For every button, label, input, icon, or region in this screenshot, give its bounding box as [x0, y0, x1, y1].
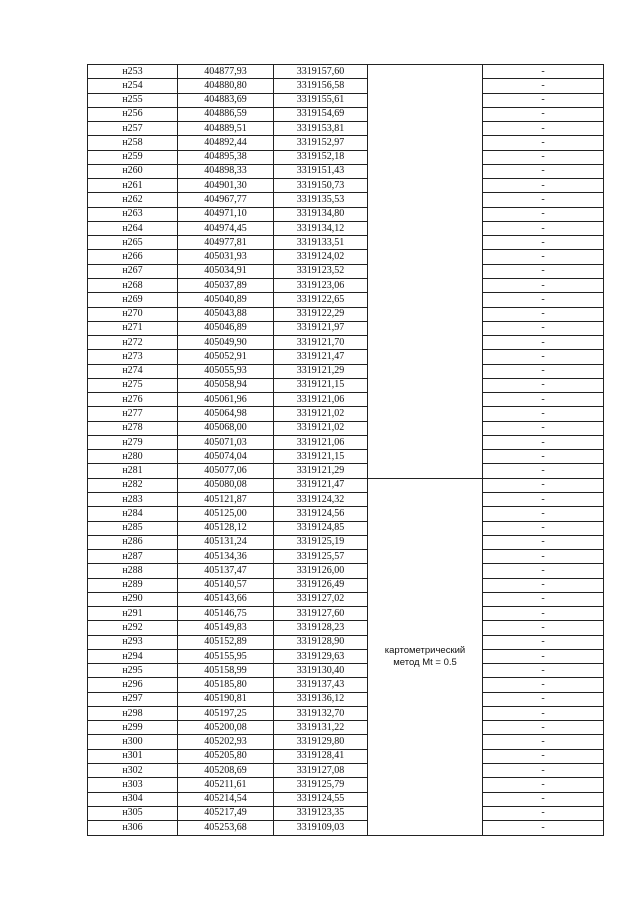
point-name-cell: н287: [88, 550, 178, 564]
x-coordinate-cell: 405071,03: [178, 435, 274, 449]
y-coordinate-cell: 3319125,79: [274, 778, 368, 792]
table-row: [88, 321, 604, 335]
note-cell: -: [483, 278, 604, 292]
table-row: [88, 421, 604, 435]
y-coordinate-cell: 3319124,56: [274, 507, 368, 521]
y-coordinate-cell: 3319121,47: [274, 478, 368, 492]
point-name-cell: н300: [88, 735, 178, 749]
x-coordinate-cell: 404883,69: [178, 93, 274, 107]
table-row: [88, 236, 604, 250]
y-coordinate-cell: 3319127,60: [274, 607, 368, 621]
point-name-cell: н288: [88, 564, 178, 578]
point-name-cell: н293: [88, 635, 178, 649]
note-cell: -: [483, 107, 604, 121]
note-cell: -: [483, 336, 604, 350]
x-coordinate-cell: 405217,49: [178, 806, 274, 820]
table-row: [88, 464, 604, 478]
point-name-cell: н265: [88, 236, 178, 250]
table-row: [88, 764, 604, 778]
x-coordinate-cell: 405040,89: [178, 293, 274, 307]
table-row: [88, 164, 604, 178]
x-coordinate-cell: 404889,51: [178, 122, 274, 136]
note-cell: -: [483, 307, 604, 321]
y-coordinate-cell: 3319109,03: [274, 821, 368, 836]
note-cell: -: [483, 93, 604, 107]
note-cell: -: [483, 806, 604, 820]
note-cell: -: [483, 293, 604, 307]
x-coordinate-cell: 405128,12: [178, 521, 274, 535]
x-coordinate-cell: 405080,08: [178, 478, 274, 492]
point-name-cell: н281: [88, 464, 178, 478]
table-row: [88, 264, 604, 278]
note-cell: -: [483, 179, 604, 193]
note-cell: -: [483, 692, 604, 706]
x-coordinate-cell: 404967,77: [178, 193, 274, 207]
table-row: [88, 564, 604, 578]
point-name-cell: н285: [88, 521, 178, 535]
x-coordinate-cell: 405031,93: [178, 250, 274, 264]
table-row: [88, 806, 604, 820]
x-coordinate-cell: 404901,30: [178, 179, 274, 193]
note-cell: -: [483, 778, 604, 792]
table-row: [88, 749, 604, 763]
note-cell: -: [483, 592, 604, 606]
note-cell: -: [483, 378, 604, 392]
point-name-cell: н304: [88, 792, 178, 806]
note-cell: -: [483, 564, 604, 578]
table-row: [88, 621, 604, 635]
point-name-cell: н273: [88, 350, 178, 364]
table-row: [88, 307, 604, 321]
table-row: [88, 336, 604, 350]
note-cell: -: [483, 79, 604, 93]
y-coordinate-cell: 3319121,15: [274, 378, 368, 392]
x-coordinate-cell: 405208,69: [178, 764, 274, 778]
x-coordinate-cell: 405046,89: [178, 321, 274, 335]
table-row: [88, 507, 604, 521]
note-cell: -: [483, 393, 604, 407]
table-row: [88, 478, 604, 492]
table-row: [88, 65, 604, 79]
y-coordinate-cell: 3319127,08: [274, 764, 368, 778]
table-row: [88, 607, 604, 621]
y-coordinate-cell: 3319121,29: [274, 464, 368, 478]
x-coordinate-cell: 405146,75: [178, 607, 274, 621]
note-cell: -: [483, 65, 604, 79]
y-coordinate-cell: 3319128,41: [274, 749, 368, 763]
note-cell: -: [483, 749, 604, 763]
y-coordinate-cell: 3319122,29: [274, 307, 368, 321]
table-row: [88, 521, 604, 535]
method-cell-lower: картометрический метод Mt = 0.5: [368, 478, 483, 835]
y-coordinate-cell: 3319131,22: [274, 721, 368, 735]
x-coordinate-cell: 405152,89: [178, 635, 274, 649]
point-name-cell: н299: [88, 721, 178, 735]
point-name-cell: н257: [88, 122, 178, 136]
x-coordinate-cell: 405074,04: [178, 450, 274, 464]
x-coordinate-cell: 404877,93: [178, 65, 274, 79]
table-row: [88, 150, 604, 164]
x-coordinate-cell: 405158,99: [178, 664, 274, 678]
x-coordinate-cell: 405058,94: [178, 378, 274, 392]
y-coordinate-cell: 3319121,47: [274, 350, 368, 364]
y-coordinate-cell: 3319132,70: [274, 706, 368, 720]
x-coordinate-cell: 404898,33: [178, 164, 274, 178]
y-coordinate-cell: 3319122,65: [274, 293, 368, 307]
x-coordinate-cell: 404971,10: [178, 207, 274, 221]
point-name-cell: н267: [88, 264, 178, 278]
table-row: [88, 79, 604, 93]
x-coordinate-cell: 405253,68: [178, 821, 274, 836]
note-cell: -: [483, 321, 604, 335]
note-cell: -: [483, 706, 604, 720]
point-name-cell: н290: [88, 592, 178, 606]
point-name-cell: н261: [88, 179, 178, 193]
y-coordinate-cell: 3319124,02: [274, 250, 368, 264]
point-name-cell: н286: [88, 535, 178, 549]
point-name-cell: н291: [88, 607, 178, 621]
point-name-cell: н294: [88, 649, 178, 663]
point-name-cell: н255: [88, 93, 178, 107]
note-cell: -: [483, 735, 604, 749]
y-coordinate-cell: 3319152,97: [274, 136, 368, 150]
table-row: [88, 393, 604, 407]
table-row: [88, 107, 604, 121]
table-row: [88, 136, 604, 150]
x-coordinate-cell: 405055,93: [178, 364, 274, 378]
x-coordinate-cell: 405064,98: [178, 407, 274, 421]
point-name-cell: н292: [88, 621, 178, 635]
table-row: [88, 635, 604, 649]
y-coordinate-cell: 3319152,18: [274, 150, 368, 164]
x-coordinate-cell: 405137,47: [178, 564, 274, 578]
y-coordinate-cell: 3319150,73: [274, 179, 368, 193]
y-coordinate-cell: 3319156,58: [274, 79, 368, 93]
x-coordinate-cell: 405052,91: [178, 350, 274, 364]
point-name-cell: н303: [88, 778, 178, 792]
table-row: [88, 435, 604, 449]
table-row: [88, 535, 604, 549]
table-row: [88, 350, 604, 364]
x-coordinate-cell: 405077,06: [178, 464, 274, 478]
note-cell: -: [483, 364, 604, 378]
table-row: [88, 692, 604, 706]
y-coordinate-cell: 3319153,81: [274, 122, 368, 136]
x-coordinate-cell: 405131,24: [178, 535, 274, 549]
note-cell: -: [483, 421, 604, 435]
x-coordinate-cell: 405043,88: [178, 307, 274, 321]
table-row: [88, 664, 604, 678]
note-cell: -: [483, 678, 604, 692]
point-name-cell: н283: [88, 492, 178, 506]
y-coordinate-cell: 3319130,40: [274, 664, 368, 678]
table-row: [88, 592, 604, 606]
point-name-cell: н280: [88, 450, 178, 464]
y-coordinate-cell: 3319127,02: [274, 592, 368, 606]
note-cell: -: [483, 464, 604, 478]
note-cell: -: [483, 535, 604, 549]
note-cell: -: [483, 122, 604, 136]
point-name-cell: н298: [88, 706, 178, 720]
y-coordinate-cell: 3319121,70: [274, 336, 368, 350]
note-cell: -: [483, 578, 604, 592]
point-name-cell: н302: [88, 764, 178, 778]
note-cell: -: [483, 478, 604, 492]
y-coordinate-cell: 3319124,55: [274, 792, 368, 806]
table-row: [88, 735, 604, 749]
note-cell: -: [483, 821, 604, 836]
y-coordinate-cell: 3319128,90: [274, 635, 368, 649]
note-cell: -: [483, 164, 604, 178]
table-row: [88, 649, 604, 663]
note-cell: -: [483, 193, 604, 207]
note-cell: -: [483, 649, 604, 663]
x-coordinate-cell: 405143,66: [178, 592, 274, 606]
point-name-cell: н270: [88, 307, 178, 321]
table-row: [88, 179, 604, 193]
note-cell: -: [483, 264, 604, 278]
table-row: [88, 250, 604, 264]
table-row: [88, 278, 604, 292]
x-coordinate-cell: 404977,81: [178, 236, 274, 250]
note-cell: -: [483, 207, 604, 221]
x-coordinate-cell: 405134,36: [178, 550, 274, 564]
note-cell: -: [483, 150, 604, 164]
x-coordinate-cell: 405061,96: [178, 393, 274, 407]
x-coordinate-cell: 405034,91: [178, 264, 274, 278]
table-row: [88, 378, 604, 392]
y-coordinate-cell: 3319121,02: [274, 407, 368, 421]
y-coordinate-cell: 3319124,32: [274, 492, 368, 506]
point-name-cell: н282: [88, 478, 178, 492]
table-row: [88, 492, 604, 506]
point-name-cell: н256: [88, 107, 178, 121]
y-coordinate-cell: 3319128,23: [274, 621, 368, 635]
x-coordinate-cell: 405202,93: [178, 735, 274, 749]
x-coordinate-cell: 405197,25: [178, 706, 274, 720]
coordinates-table-body: [88, 65, 604, 836]
x-coordinate-cell: 404880,80: [178, 79, 274, 93]
y-coordinate-cell: 3319125,19: [274, 535, 368, 549]
table-row: [88, 578, 604, 592]
y-coordinate-cell: 3319121,29: [274, 364, 368, 378]
y-coordinate-cell: 3319134,12: [274, 221, 368, 235]
y-coordinate-cell: 3319121,06: [274, 435, 368, 449]
point-name-cell: н284: [88, 507, 178, 521]
y-coordinate-cell: 3319126,49: [274, 578, 368, 592]
x-coordinate-cell: 405068,00: [178, 421, 274, 435]
table-row: [88, 721, 604, 735]
note-cell: -: [483, 764, 604, 778]
note-cell: -: [483, 407, 604, 421]
point-name-cell: н295: [88, 664, 178, 678]
table-row: [88, 407, 604, 421]
note-cell: -: [483, 250, 604, 264]
point-name-cell: н275: [88, 378, 178, 392]
point-name-cell: н306: [88, 821, 178, 836]
x-coordinate-cell: 404886,59: [178, 107, 274, 121]
table-row: [88, 364, 604, 378]
y-coordinate-cell: 3319129,63: [274, 649, 368, 663]
y-coordinate-cell: 3319123,06: [274, 278, 368, 292]
point-name-cell: н297: [88, 692, 178, 706]
x-coordinate-cell: 405214,54: [178, 792, 274, 806]
table-row: [88, 122, 604, 136]
coordinates-table: [87, 64, 604, 836]
note-cell: -: [483, 664, 604, 678]
point-name-cell: н254: [88, 79, 178, 93]
point-name-cell: н301: [88, 749, 178, 763]
x-coordinate-cell: 404974,45: [178, 221, 274, 235]
point-name-cell: н253: [88, 65, 178, 79]
point-name-cell: н263: [88, 207, 178, 221]
y-coordinate-cell: 3319123,35: [274, 806, 368, 820]
point-name-cell: н264: [88, 221, 178, 235]
point-name-cell: н258: [88, 136, 178, 150]
table-row: [88, 293, 604, 307]
y-coordinate-cell: 3319157,60: [274, 65, 368, 79]
note-cell: -: [483, 550, 604, 564]
y-coordinate-cell: 3319121,06: [274, 393, 368, 407]
table-row: [88, 450, 604, 464]
note-cell: -: [483, 350, 604, 364]
point-name-cell: н305: [88, 806, 178, 820]
x-coordinate-cell: 405205,80: [178, 749, 274, 763]
y-coordinate-cell: 3319121,02: [274, 421, 368, 435]
point-name-cell: н266: [88, 250, 178, 264]
method-cell-upper: [368, 65, 483, 479]
table-row: [88, 93, 604, 107]
y-coordinate-cell: 3319136,12: [274, 692, 368, 706]
point-name-cell: н278: [88, 421, 178, 435]
table-row: [88, 706, 604, 720]
point-name-cell: н276: [88, 393, 178, 407]
x-coordinate-cell: 405185,80: [178, 678, 274, 692]
note-cell: -: [483, 521, 604, 535]
note-cell: -: [483, 450, 604, 464]
table-row: [88, 207, 604, 221]
y-coordinate-cell: 3319125,57: [274, 550, 368, 564]
y-coordinate-cell: 3319155,61: [274, 93, 368, 107]
x-coordinate-cell: 405155,95: [178, 649, 274, 663]
x-coordinate-cell: 404892,44: [178, 136, 274, 150]
x-coordinate-cell: 405125,00: [178, 507, 274, 521]
point-name-cell: н279: [88, 435, 178, 449]
point-name-cell: н272: [88, 336, 178, 350]
table-row: [88, 821, 604, 836]
x-coordinate-cell: 405121,87: [178, 492, 274, 506]
y-coordinate-cell: 3319151,43: [274, 164, 368, 178]
note-cell: -: [483, 507, 604, 521]
table-row: [88, 193, 604, 207]
table-row: [88, 221, 604, 235]
point-name-cell: н262: [88, 193, 178, 207]
note-cell: -: [483, 792, 604, 806]
note-cell: -: [483, 621, 604, 635]
table-row: [88, 550, 604, 564]
point-name-cell: н269: [88, 293, 178, 307]
y-coordinate-cell: 3319126,00: [274, 564, 368, 578]
point-name-cell: н289: [88, 578, 178, 592]
y-coordinate-cell: 3319123,52: [274, 264, 368, 278]
x-coordinate-cell: 405190,81: [178, 692, 274, 706]
y-coordinate-cell: 3319129,80: [274, 735, 368, 749]
point-name-cell: н277: [88, 407, 178, 421]
y-coordinate-cell: 3319133,51: [274, 236, 368, 250]
point-name-cell: н259: [88, 150, 178, 164]
note-cell: -: [483, 221, 604, 235]
point-name-cell: н296: [88, 678, 178, 692]
x-coordinate-cell: 405049,90: [178, 336, 274, 350]
y-coordinate-cell: 3319154,69: [274, 107, 368, 121]
note-cell: -: [483, 607, 604, 621]
table-row: [88, 678, 604, 692]
x-coordinate-cell: 405211,61: [178, 778, 274, 792]
note-cell: -: [483, 136, 604, 150]
x-coordinate-cell: 404895,38: [178, 150, 274, 164]
x-coordinate-cell: 405037,89: [178, 278, 274, 292]
note-cell: -: [483, 435, 604, 449]
note-cell: -: [483, 236, 604, 250]
x-coordinate-cell: 405200,08: [178, 721, 274, 735]
note-cell: -: [483, 492, 604, 506]
x-coordinate-cell: 405149,83: [178, 621, 274, 635]
y-coordinate-cell: 3319137,43: [274, 678, 368, 692]
y-coordinate-cell: 3319121,15: [274, 450, 368, 464]
note-cell: -: [483, 721, 604, 735]
y-coordinate-cell: 3319135,53: [274, 193, 368, 207]
point-name-cell: н274: [88, 364, 178, 378]
point-name-cell: н268: [88, 278, 178, 292]
x-coordinate-cell: 405140,57: [178, 578, 274, 592]
point-name-cell: н260: [88, 164, 178, 178]
y-coordinate-cell: 3319121,97: [274, 321, 368, 335]
table-row: [88, 778, 604, 792]
note-cell: -: [483, 635, 604, 649]
y-coordinate-cell: 3319124,85: [274, 521, 368, 535]
table-row: [88, 792, 604, 806]
point-name-cell: н271: [88, 321, 178, 335]
y-coordinate-cell: 3319134,80: [274, 207, 368, 221]
